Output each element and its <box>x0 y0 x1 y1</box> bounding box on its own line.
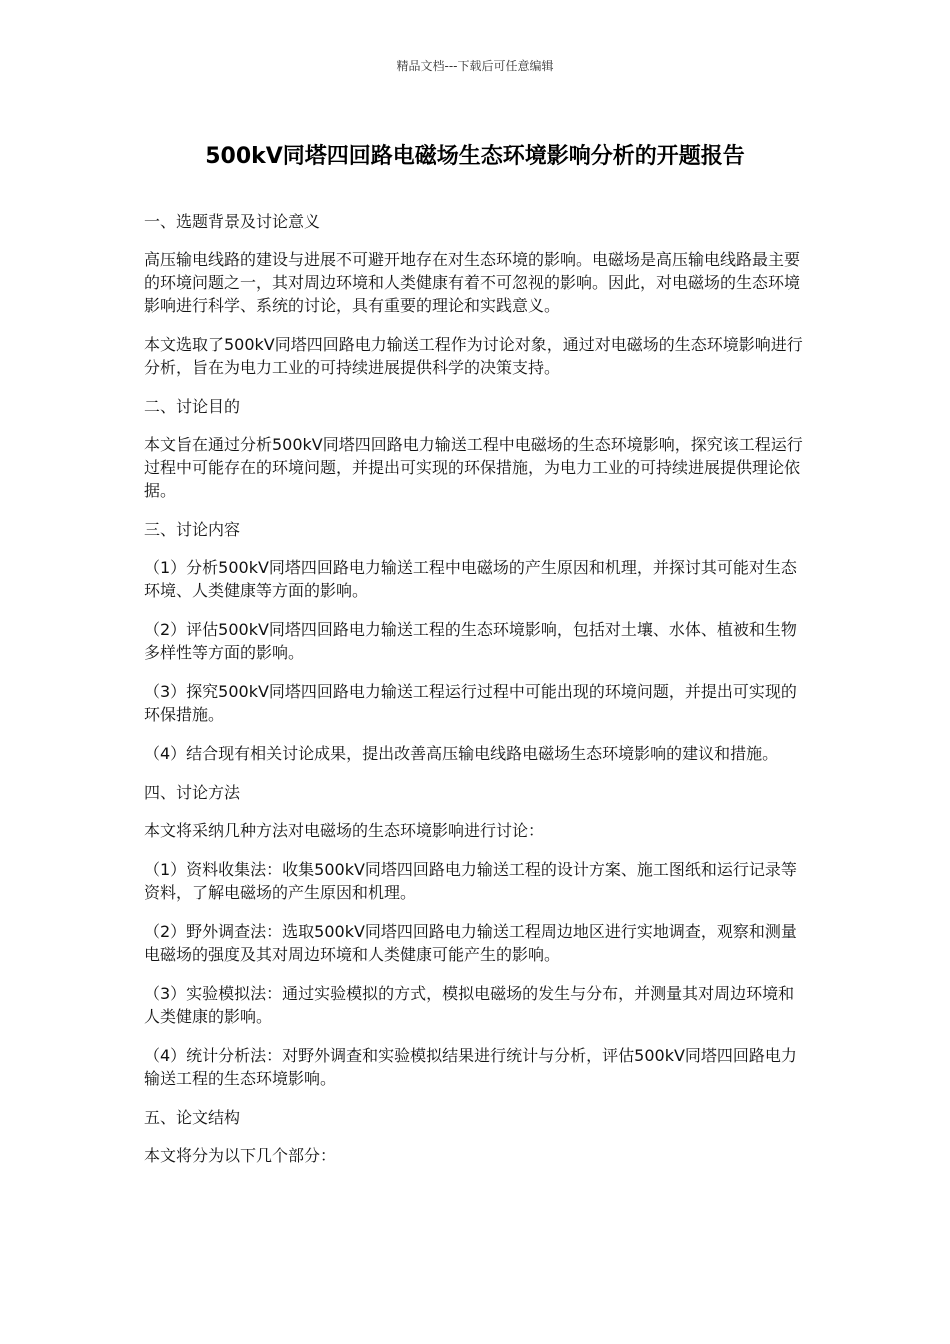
section-heading: 三、讨论内容 <box>144 520 241 539</box>
list-item-paragraph: （3）实验模拟法：通过实验模拟的方式，模拟电磁场的发生与分布，并测量其对周边环境和人类健康的影响。 <box>144 984 795 1026</box>
section-heading: 四、讨论方法 <box>144 783 241 802</box>
section-heading: 一、选题背景及讨论意义 <box>144 212 321 231</box>
section-heading: 五、论文结构 <box>144 1108 241 1127</box>
list-item-paragraph: （4）统计分析法：对野外调查和实验模拟结果进行统计与分析，评估500kV同塔四回路电力输送工程的生态环境影响。 <box>144 1046 797 1088</box>
list-item-paragraph: （1）分析500kV同塔四回路电力输送工程中电磁场的产生原因和机理，并探讨其可能对生态环境、人类健康等方面的影响。 <box>144 558 797 600</box>
list-item-paragraph: （1）资料收集法：收集500kV同塔四回路电力输送工程的设计方案、施工图纸和运行记录等资料，了解电磁场的产生原因和机理。 <box>144 860 797 902</box>
list-item-paragraph: （4）结合现有相关讨论成果，提出改善高压输电线路电磁场生态环境影响的建议和措施。 <box>144 744 779 763</box>
section-heading: 二、讨论目的 <box>144 397 241 416</box>
list-item-paragraph: （3）探究500kV同塔四回路电力输送工程运行过程中可能出现的环境问题，并提出可实现的环保措施。 <box>144 682 797 724</box>
header-note: 精品文档---下载后可任意编辑 <box>396 59 554 73</box>
list-item-paragraph: （2）评估500kV同塔四回路电力输送工程的生态环境影响，包括对土壤、水体、植被和生物多样性等方面的影响。 <box>144 620 797 662</box>
document-body <box>144 210 808 1183</box>
body-paragraph: 高压输电线路的建设与进展不可避开地存在对生态环境的影响。电磁场是高压输电线路最主要的环境问题之一，其对周边环境和人类健康有着不可忽视的影响。因此，对电磁场的生态环境影响进行科学、系统的讨论，具有重要的理论和实践意义。 <box>144 250 801 315</box>
body-paragraph: 本文将采纳几种方法对电磁场的生态环境影响进行讨论： <box>144 821 545 840</box>
body-paragraph: 本文将分为以下几个部分： <box>144 1146 337 1165</box>
body-paragraph: 本文选取了500kV同塔四回路电力输送工程作为讨论对象，通过对电磁场的生态环境影响进行分析，旨在为电力工业的可持续进展提供科学的决策支持。 <box>144 335 803 377</box>
list-item-paragraph: （2）野外调查法：选取500kV同塔四回路电力输送工程周边地区进行实地调查，观察和测量电磁场的强度及其对周边环境和人类健康可能产生的影响。 <box>144 922 797 964</box>
document-title: 500kV同塔四回路电磁场生态环境影响分析的开题报告 <box>205 144 745 169</box>
body-paragraph: 本文旨在通过分析500kV同塔四回路电力输送工程中电磁场的生态环境影响，探究该工程运行过程中可能存在的环境问题，并提出可实现的环保措施，为电力工业的可持续进展提供理论依据。 <box>144 435 803 500</box>
